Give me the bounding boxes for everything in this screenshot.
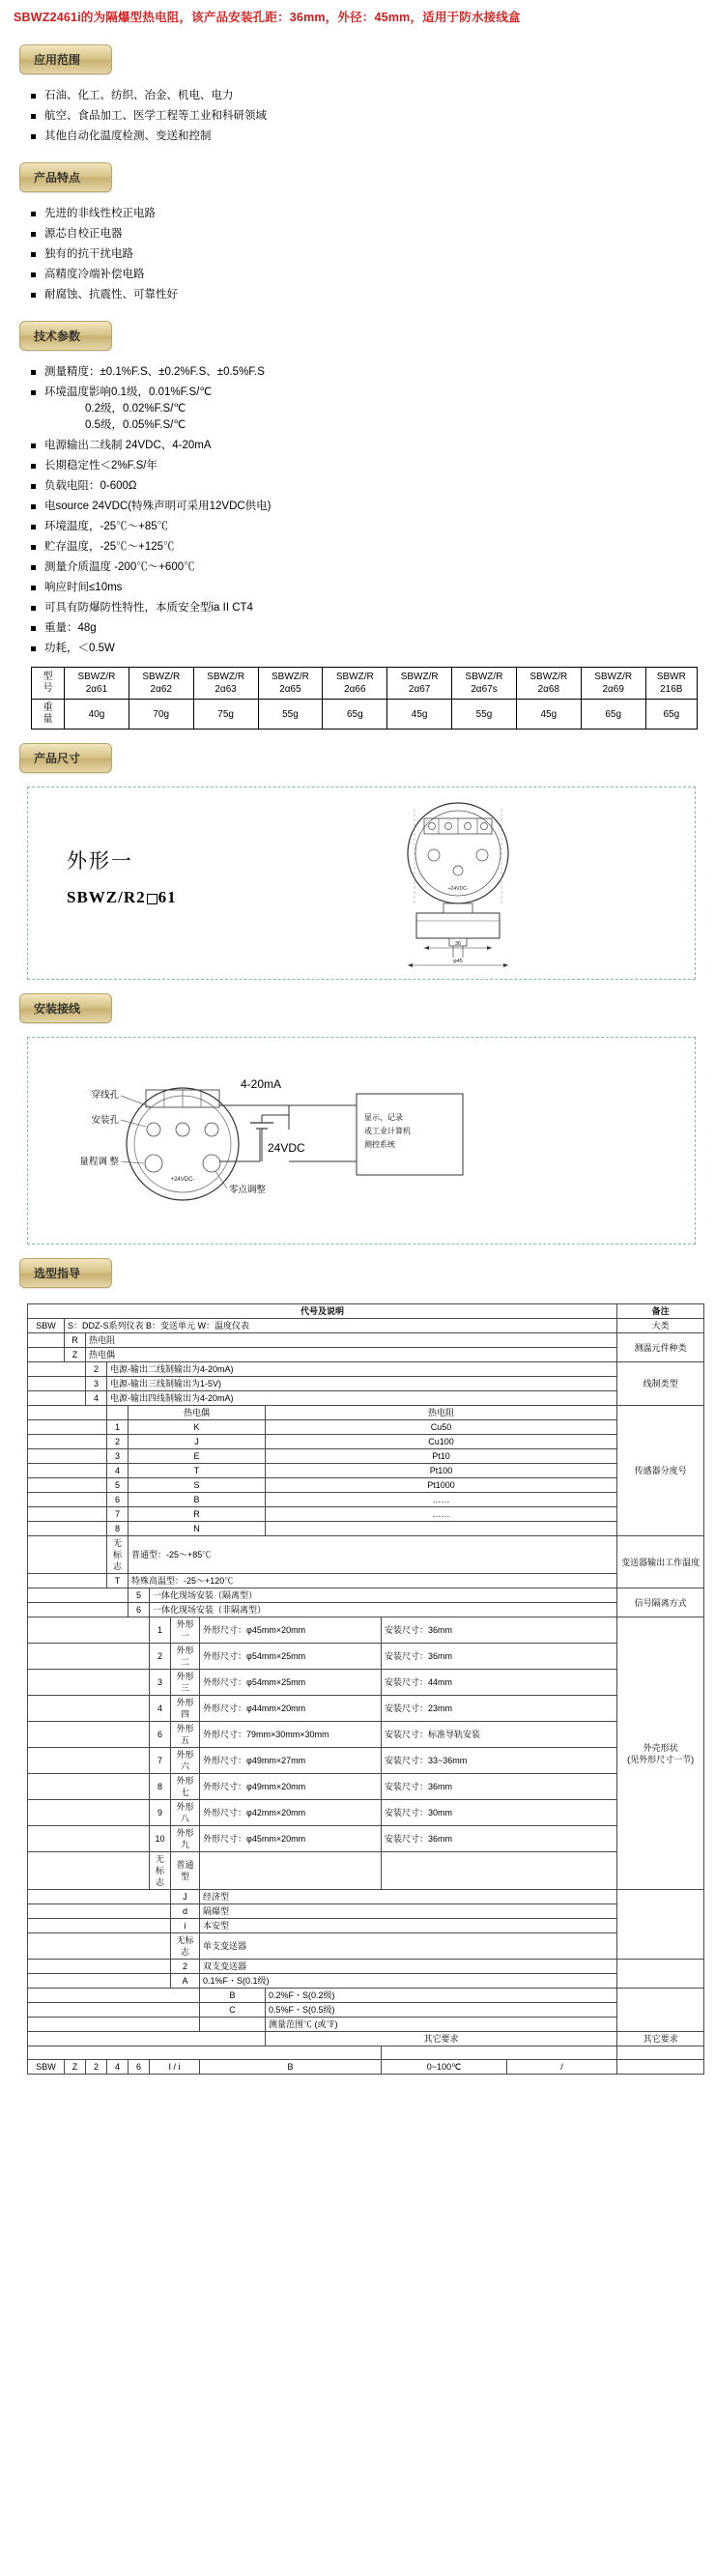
note-cell: 变送器输出工作温度 [617, 1536, 704, 1589]
table-row [28, 1333, 704, 1348]
code-cell [200, 2018, 266, 2032]
example-cell: Z [65, 2060, 86, 2075]
table-row [28, 1617, 704, 1644]
specs-list [31, 364, 705, 657]
shape-mount: 安装尺寸：标准导轨安装 [382, 1722, 617, 1748]
shape-mount: 安装尺寸：36mm [382, 1617, 617, 1644]
shape-size: 外形尺寸：79mm×30mm×30mm [200, 1722, 382, 1748]
shape-mount: 安装尺寸：33~36mm [382, 1748, 617, 1774]
weight-cell: 45g [516, 700, 581, 730]
example-cell: 0~100℃ [382, 2060, 507, 2075]
example-cell: SBW [28, 2060, 65, 2075]
table-row [28, 1435, 704, 1449]
table-row [28, 1304, 704, 1319]
shape-name: 外形八 [171, 1800, 200, 1826]
code-cell: 4 [150, 1696, 171, 1722]
weight-cell: 45g [387, 700, 452, 730]
code-cell: B [200, 1989, 266, 2003]
code-cell: 1 [107, 1420, 129, 1435]
desc-cell: 电源-输出四线制输出为4-20mA) [107, 1391, 617, 1406]
table-row [28, 1522, 704, 1536]
table-row [28, 1362, 704, 1377]
weight-cell: 65g [645, 700, 697, 730]
table-row [28, 1919, 704, 1933]
code-cell: SBW [28, 1319, 65, 1333]
code-cell: 5 [129, 1589, 150, 1603]
table-row [28, 1826, 704, 1852]
example-cell: I / i [150, 2060, 200, 2075]
desc-cell: 单支变送器 [200, 1933, 617, 1960]
spec-subtext: 0.5级，0.05%F.S/℃ [85, 419, 186, 431]
shape-name: 外形七 [171, 1774, 200, 1800]
code-cell: 5 [107, 1478, 129, 1493]
table-row [28, 1696, 704, 1722]
desc-cell-2: Cu100 [266, 1435, 617, 1449]
list-item: 电source 24VDC(特殊声明可采用12VDC供电) [31, 499, 705, 515]
note-cell [617, 1890, 704, 1960]
code-cell: 8 [150, 1774, 171, 1800]
list-item: 耐腐蚀、抗震性、可靠性好 [31, 287, 705, 303]
note-cell: 传感器分度号 [617, 1406, 704, 1536]
model-cell: SBWR 216B [645, 668, 697, 700]
table-row [28, 1536, 704, 1574]
outline-model: SBWZ/R2 61 [67, 888, 177, 906]
shape-size: 外形尺寸：φ54mm×25mm [200, 1644, 382, 1670]
table-row [28, 1974, 704, 1989]
svg-text:φ45: φ45 [453, 959, 463, 964]
desc-cell: 特殊高温型：-25～+120℃ [129, 1574, 617, 1589]
desc-cell: J [129, 1435, 266, 1449]
desc-cell: 一体化现场安装（隔离型） [150, 1589, 617, 1603]
desc-cell: 本安型 [200, 1919, 617, 1933]
list-item: 其他自动化温度检测、变送和控制 [31, 129, 705, 145]
selection-header-note: 备注 [617, 1304, 704, 1319]
spec-text: 环境温度影响0.1级，0.01%F.S/℃ [44, 386, 213, 398]
svg-text:24VDC: 24VDC [268, 1141, 305, 1155]
table-row [28, 1449, 704, 1464]
weight-cell: 75g [193, 700, 258, 730]
svg-text:零点调整: 零点调整 [229, 1185, 267, 1195]
list-item: 功耗，＜0.5W [31, 641, 705, 657]
table-row [28, 1420, 704, 1435]
code-cell: 3 [86, 1377, 107, 1391]
table-row [28, 1722, 704, 1748]
shape-name: 外形九 [171, 1826, 200, 1852]
desc-cell: 电源-输出三线制输出为1-5V) [107, 1377, 617, 1391]
code-cell: 3 [150, 1670, 171, 1696]
table-row [28, 1493, 704, 1507]
desc-cell: N [129, 1522, 266, 1536]
desc-cell-2: Cu50 [266, 1420, 617, 1435]
desc-cell: 双支变送器 [200, 1960, 617, 1974]
code-cell: d [171, 1904, 200, 1919]
desc-cell: 0.5%F・S(0.5级) [266, 2003, 617, 2018]
svg-text:4-20mA: 4-20mA [241, 1077, 282, 1091]
code-cell: Z [65, 1348, 86, 1362]
svg-text:测控系统: 测控系统 [364, 1140, 395, 1149]
code-cell: C [200, 2003, 266, 2018]
subheader-rtd: 热电阻 [266, 1406, 617, 1420]
table-row-example [28, 2060, 704, 2075]
shape-size: 外形尺寸：φ42mm×20mm [200, 1800, 382, 1826]
svg-text:量程调 整: 量程调 整 [79, 1157, 119, 1167]
shape-mount: 安装尺寸：44mm [382, 1670, 617, 1696]
table-row [28, 1574, 704, 1589]
desc-cell-2 [266, 1522, 617, 1536]
desc-cell: E [129, 1449, 266, 1464]
shape-mount: 安装尺寸：36mm [382, 1774, 617, 1800]
svg-text:+24VDC-: +24VDC- [170, 1177, 195, 1183]
row-header-model: 型 号 [32, 668, 65, 700]
shape-name: 外形五 [171, 1722, 200, 1748]
code-cell: 6 [129, 1603, 150, 1617]
example-cell: / [507, 2060, 617, 2075]
desc-cell: 电源-输出二线制输出为4-20mA) [107, 1362, 617, 1377]
weight-cell: 65g [323, 700, 387, 730]
note-cell [617, 1960, 704, 1989]
shape-name: 外形一 [171, 1617, 200, 1644]
code-cell: 无标志 [171, 1933, 200, 1960]
note-cell: 信号隔离方式 [617, 1589, 704, 1617]
section-heading-selection: 选型指导 [19, 1258, 112, 1288]
code-cell: J [171, 1890, 200, 1904]
code-cell: 4 [86, 1391, 107, 1406]
table-row [28, 1933, 704, 1960]
table-row [28, 2003, 704, 2018]
shape-size: 外形尺寸：φ49mm×27mm [200, 1748, 382, 1774]
code-cell: 3 [107, 1449, 129, 1464]
page-title: SBWZ2461i的为隔爆型热电阻，该产品安装孔距：36mm，外径：45mm，适用于防水接线盒 [14, 11, 521, 24]
row-header-weight: 重 量 [32, 700, 65, 730]
selection-guide-table [27, 1303, 704, 2075]
shape-size: 外形尺寸：φ44mm×20mm [200, 1696, 382, 1722]
svg-text:安装孔: 安装孔 [91, 1115, 119, 1126]
code-cell: 7 [150, 1748, 171, 1774]
desc-cell [382, 2046, 617, 2060]
code-cell: 2 [171, 1960, 200, 1974]
code-cell: 8 [107, 1522, 129, 1536]
shape-name: 外形四 [171, 1696, 200, 1722]
code-cell: 2 [107, 1435, 129, 1449]
table-row [28, 2046, 704, 2060]
table-row [28, 1464, 704, 1478]
list-item: 源芯自校正电器 [31, 226, 705, 243]
desc-cell: S：DDZ-S系列仪表 B：变送单元 W：温度仪表 [65, 1319, 617, 1333]
table-row [28, 1852, 704, 1890]
shape-size: 外形尺寸：φ54mm×25mm [200, 1670, 382, 1696]
table-row [28, 1348, 704, 1362]
list-item: 贮存温度，-25℃～+125℃ [31, 539, 705, 556]
shape-size [200, 1852, 382, 1890]
shape-size: 外形尺寸：φ49mm×20mm [200, 1774, 382, 1800]
table-row [28, 1748, 704, 1774]
code-cell: i [171, 1919, 200, 1933]
code-cell: T [107, 1574, 129, 1589]
desc-cell: S [129, 1478, 266, 1493]
table-row [28, 2018, 704, 2032]
shape-mount: 安装尺寸：36mm [382, 1826, 617, 1852]
scope-list [31, 88, 705, 145]
note-cell: 测温元件种类 [617, 1333, 704, 1362]
desc-cell: 热电阻 [86, 1333, 617, 1348]
desc-cell: 普通型：-25～+85℃ [129, 1536, 617, 1574]
weight-table [31, 667, 698, 730]
table-row [28, 1589, 704, 1603]
shape-size: 外形尺寸：φ45mm×20mm [200, 1826, 382, 1852]
svg-text:或工业计算机: 或工业计算机 [364, 1127, 411, 1135]
desc-cell: 0.1%F・S(0.1级) [200, 1974, 617, 1989]
desc-cell-2: …… [266, 1507, 617, 1522]
code-cell: 7 [107, 1507, 129, 1522]
note-cell: 其它要求 [617, 2032, 704, 2046]
list-item: 可具有防爆防性特性，本质安全型ia II CT4 [31, 600, 705, 616]
list-item: 长期稳定性＜2%F.S/年 [31, 458, 705, 474]
desc-cell-2: Pt1000 [266, 1478, 617, 1493]
list-item: 高精度冷端补偿电路 [31, 267, 705, 283]
outline-title: 外形一 [67, 849, 133, 873]
model-cell: SBWZ/R 2α61 [65, 668, 129, 700]
section-heading-specs: 技术参数 [19, 321, 112, 351]
model-cell: SBWZ/R 2α65 [258, 668, 323, 700]
section-heading-dimensions: 产品尺寸 [19, 743, 112, 773]
model-cell: SBWZ/R 2α67s [452, 668, 517, 700]
blank-box [147, 894, 157, 904]
example-cell: B [200, 2060, 382, 2075]
table-row [28, 1406, 704, 1420]
note-cell: 外壳形状 (见外形尺寸一节) [617, 1617, 704, 1890]
svg-text:+24VDC-: +24VDC- [447, 886, 469, 892]
desc-cell: B [129, 1493, 266, 1507]
shape-mount: 安装尺寸：36mm [382, 1644, 617, 1670]
table-row [32, 700, 698, 730]
table-row [28, 1774, 704, 1800]
svg-text:显示、记录: 显示、记录 [364, 1113, 403, 1122]
list-item: 响应时间≤10ms [31, 580, 705, 596]
shape-mount: 安装尺寸：23mm [382, 1696, 617, 1722]
list-item: 电源输出二线制 24VDC、4-20mA [31, 438, 705, 454]
desc-cell: K [129, 1420, 266, 1435]
desc-cell: T [129, 1464, 266, 1478]
svg-text:36: 36 [454, 941, 462, 947]
table-row [28, 1890, 704, 1904]
table-row [28, 1670, 704, 1696]
code-cell: 无标志 [150, 1852, 171, 1890]
example-cell: 6 [129, 2060, 150, 2075]
shape-name: 普通型 [171, 1852, 200, 1890]
code-cell: 4 [107, 1464, 129, 1478]
note-cell [617, 2046, 704, 2060]
code-cell: 2 [150, 1644, 171, 1670]
example-cell: 2 [86, 2060, 107, 2075]
table-row [28, 1644, 704, 1670]
desc-cell: 0.2%F・S(0.2级) [266, 1989, 617, 2003]
table-row [28, 1603, 704, 1617]
model-cell: SBWZ/R 2α68 [516, 668, 581, 700]
spec-subtext: 0.2级，0.02%F.S/℃ [85, 403, 186, 415]
weight-cell: 65g [581, 700, 645, 730]
model-cell: SBWZ/R 2α62 [129, 668, 193, 700]
model-cell: SBWZ/R 2α66 [323, 668, 387, 700]
list-item: 航空、食品加工、医学工程等工业和科研领域 [31, 108, 705, 125]
desc-cell: 测量范围℃ (或℉) [266, 2018, 617, 2032]
note-cell: 线制类型 [617, 1362, 704, 1406]
section-heading-features: 产品特点 [19, 162, 112, 192]
code-cell: A [171, 1974, 200, 1989]
dimension-model-label [67, 845, 177, 907]
section-heading-wiring: 安装接线 [19, 993, 112, 1023]
code-cell: 2 [86, 1362, 107, 1377]
list-item: 重量：48g [31, 620, 705, 637]
list-item: 负载电阻：0-600Ω [31, 478, 705, 495]
list-item: 环境温度，-25℃～+85℃ [31, 519, 705, 535]
selection-header-main: 代号及说明 [28, 1304, 617, 1319]
code-cell: R [65, 1333, 86, 1348]
section-heading-scope: 应用范围 [19, 44, 112, 74]
shape-mount [382, 1852, 617, 1890]
list-item: 先进的非线性校正电路 [31, 206, 705, 222]
weight-cell: 70g [129, 700, 193, 730]
table-row [28, 1319, 704, 1333]
desc-cell-2: …… [266, 1493, 617, 1507]
shape-name: 外形六 [171, 1748, 200, 1774]
shape-name: 外形三 [171, 1670, 200, 1696]
model-cell: SBWZ/R 2α63 [193, 668, 258, 700]
list-item: 独有的抗干扰电路 [31, 246, 705, 263]
table-row [28, 1377, 704, 1391]
wiring-drawing-panel [27, 1037, 696, 1245]
shape-mount: 安装尺寸：30mm [382, 1800, 617, 1826]
subheader-thermocouple: 热电偶 [129, 1406, 266, 1420]
features-list [31, 206, 705, 303]
wiring-drawing-svg [38, 1047, 695, 1236]
model-cell: SBWZ/R 2α67 [387, 668, 452, 700]
desc-cell-2: Pt100 [266, 1464, 617, 1478]
spec-text: 测量精度：±0.1%F.S、±0.2%F.S、±0.5%F.S [44, 366, 265, 378]
code-cell: 1 [150, 1617, 171, 1644]
model-cell: SBWZ/R 2α69 [581, 668, 645, 700]
table-row [28, 1507, 704, 1522]
shape-size: 外形尺寸：φ45mm×20mm [200, 1617, 382, 1644]
example-cell: 4 [107, 2060, 129, 2075]
weight-cell: 55g [452, 700, 517, 730]
table-row [28, 1800, 704, 1826]
desc-cell-2: Pt10 [266, 1449, 617, 1464]
desc-cell: 其它要求 [266, 2032, 617, 2046]
table-row [28, 1989, 704, 2003]
desc-cell: R [129, 1507, 266, 1522]
code-cell: 6 [150, 1722, 171, 1748]
note-cell: 大类 [617, 1319, 704, 1333]
dimension-drawing-panel [27, 787, 696, 980]
dimension-drawing-svg [347, 795, 598, 974]
table-row [28, 1904, 704, 1919]
list-item: 石油、化工、纺织、冶金、机电、电力 [31, 88, 705, 104]
list-item [31, 385, 705, 434]
note-cell [617, 1989, 704, 2032]
desc-cell: 热电偶 [86, 1348, 617, 1362]
desc-cell: 一体化现场安装（非隔离型） [150, 1603, 617, 1617]
table-row [32, 668, 698, 700]
svg-text:穿线孔: 穿线孔 [91, 1090, 119, 1101]
code-cell: 6 [107, 1493, 129, 1507]
weight-cell: 55g [258, 700, 323, 730]
desc-cell: 经济型 [200, 1890, 617, 1904]
list-item [31, 364, 705, 381]
table-row [28, 2032, 704, 2046]
desc-cell: 隔爆型 [200, 1904, 617, 1919]
shape-name: 外形二 [171, 1644, 200, 1670]
code-cell: 9 [150, 1800, 171, 1826]
weight-cell: 40g [65, 700, 129, 730]
list-item: 测量介质温度 -200℃～+600℃ [31, 559, 705, 576]
table-row [28, 1960, 704, 1974]
table-row [28, 1391, 704, 1406]
table-row [28, 1478, 704, 1493]
code-cell: 10 [150, 1826, 171, 1852]
code-cell: 无标志 [107, 1536, 129, 1574]
